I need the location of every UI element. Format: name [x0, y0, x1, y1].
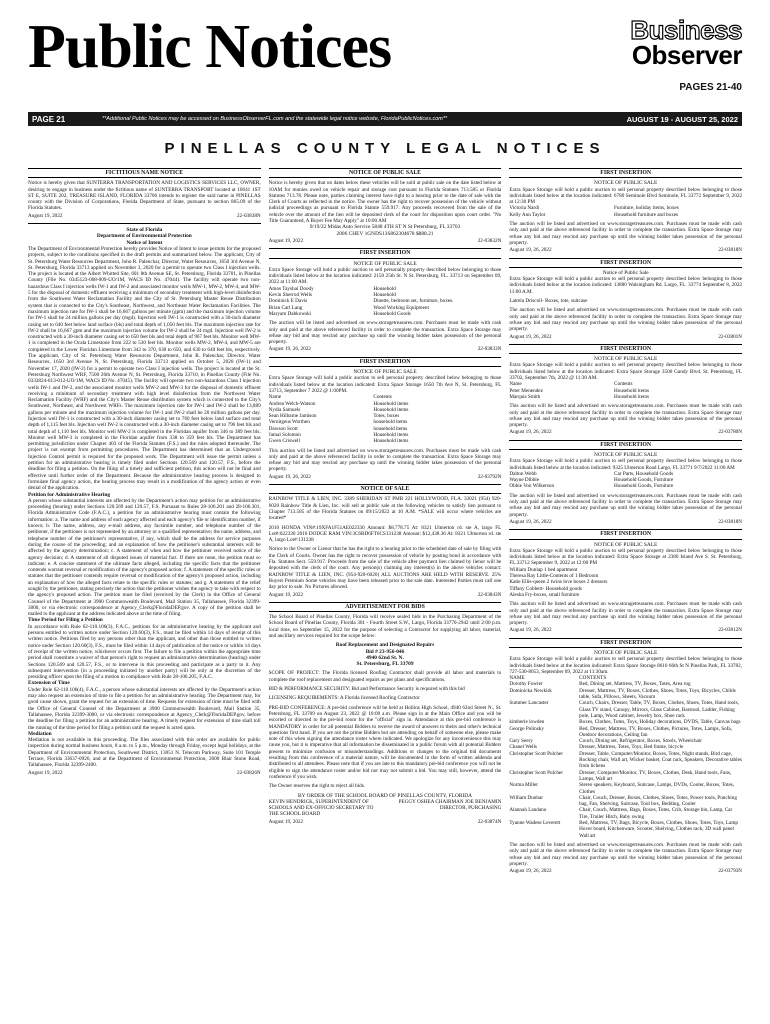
- notice-id: 22-03826N: [237, 769, 261, 776]
- item-contents: Household items: [373, 406, 409, 413]
- item-name: Andrea Welch-Watson: [268, 400, 316, 407]
- item-name: Victoria Nardi: [509, 205, 540, 212]
- item-contents: Bed, Mattress, TV, Bags, Bicycle, Boxes, Clothes, Shoes, Totes, Toys, Lamp Hover board, Kitchenware, Scooter, Shelving, Clothes rack, 3D wall panel Wall art: [579, 820, 738, 839]
- notice-heading: FIRST INSERTION: [269, 248, 502, 258]
- item-name: Christopher Scott Pulcher: [509, 769, 563, 776]
- item-contents: Household items: [614, 387, 650, 394]
- notice-body: The auction will be listed and advertised on www.storagetreasures.com. Purchases must be made with cash only and paid at the above referenced facility in order to complete the transaction. Extra Space Storage may refuse any bid and may rescind any purchase up until the winning bidder takes possession of the personal property.: [509, 221, 743, 246]
- website-note: **Additional Public Notices may be accessed on BusinessObserverFL.com and the statewide legal notice website, FloridaPublicNotices.com**: [102, 116, 448, 122]
- notice-heading: NOTICE OF PUBLIC SALE: [269, 168, 502, 178]
- item-name: Peter Menendez: [509, 387, 543, 394]
- notice-body: 2010 HONDA VIN#:19XFA1F51AE022330 Amount: $8,778.75 At: 8321 Ulmerton rd. ste A, largo FL Lot#:022330 2016 DODGE RAM VIN:3C6RD6FT6CS131238 Amount: $12,438.36 At: 8321 Ulmerton rd. ste A, largo Lot#:131238: [268, 524, 502, 544]
- notice-date: August 19, 26, 2022: [509, 627, 552, 634]
- notice-date: August 19, 26, 2022: [509, 518, 552, 525]
- item-name: Brian Carl Lang: [268, 304, 303, 311]
- notice-body: Extra Space Storage will hold a public auction to sell personally property described below belonging to those individuals listed below at the location indicated: 2150 25th St. N St. Petersburg, FL. 33713 on September 09, 2022 at 11:00 AM.: [268, 266, 502, 286]
- item-name: Wayne Dibble: [509, 477, 540, 484]
- notice-footer: [28, 770, 261, 776]
- notice-line: 2006 CHEV 1GNDS13S862304678 $888.21: [336, 230, 434, 237]
- notice-heading: FIRST INSERTION: [509, 344, 742, 354]
- signature-left: KEVIN HENDRICK, SUPERINTENDENT OF SCHOOLS AND EX-OFFICIO SECRETARY TO THE SCHOOL BOARD: [268, 798, 374, 818]
- notice-body: The auction will be listed and advertised on www.storagetreasures.com. Purchases must be made with cash only and paid at the above referenced facility in order to complete the transaction. Extra Space Storage may refuse any bid and may rescind any purchase up until the winning bidder takes possession of the personal property.: [268, 320, 502, 346]
- item-name: William Dunbar: [509, 794, 543, 801]
- items-list: [269, 286, 502, 317]
- item-contents: Household furniture and boxes: [614, 211, 679, 218]
- notice-body: The auction will be listed and advertised on www.storagetreasures.com. Purchases must be made with cash only and paid at the above referenced facility in order to complete the transaction. Extra Space Storage may refuse any bid and may rescind any purchase up until the winning bidder takes possession of the personal property.: [509, 841, 743, 867]
- notice-subheading: NOTICE OF PUBLIC SALE: [353, 260, 417, 267]
- notice-footer: [509, 519, 742, 525]
- notice-body: Extra Space Storage will hold a public auction to sell personal property described below belonging to those individuals listed below at the location indicated: 9325 Ulmerton Road Largo, FL 33771 9/7/2022 11:00 AM: [509, 458, 743, 471]
- item-contents: CONTENTS: [579, 675, 607, 682]
- masthead: [28, 13, 742, 93]
- column-3: [509, 168, 742, 1018]
- item-contents: Dresser, Computer/Monitor, TV, Boxes, Clothes, Desk, Hand tools, Fans, Lamps, Wall art: [579, 769, 732, 782]
- item-contents: Dinette, bedroom set, furniture, boxes.: [373, 298, 454, 305]
- item-contents: Furniture, holiday items, boxes: [614, 205, 679, 212]
- notice-body: A person whose substantial interests are affected by the Department's action may petition for an administrative proceeding (hearing) under Sections 120.569 and 120.57, F.S. Pursuant to Rules 28-106.201 and 28-106.301, Florida Administrative Code (F.A.C.), a petition for an administrative hearing must contain the following information: a. The name and address of each agency affected and each agency's file or identification number, if known; b. The name, address, any e-mail address, any facsimile number, and telephone number of the petitioner, if the petitioner is not represented by an attorney or a qualified representative; the name, address, and telephone number of the petitioner's representative, if any, which shall be the address for service purposes during the course of the proceeding; and an explanation of how the petitioner's substantial interests will be affected by the agency determination; c. A statement of when and how the petitioner received notice of the agency decision; d. A statement of all disputed issues of material fact. If there are none, the petition must so indicate; e. A concise statement of the ultimate facts alleged, including the specific facts that the petitioner contends warrant reversal or modification of the agency's proposed action; f. A statement of the specific rules or statutes that the petitioner contends require reversal or modification of the agency's proposed action, including an explanation of how the alleged facts relate to the specific rules or statutes; and g. A statement of the relief sought by the petitioner, stating precisely the action that the petitioner wishes the agency to take with respect to the agency's proposed action. The petition must be filed (received by the Clerk) in the Office of General Counsel of the Department at 3900 Commonwealth Boulevard, Mail Station 35, Tallahassee, Florida 32399-3000, or via electronic correspondence at Agency_Clerk@FloridaDEP.gov. A copy of the petition shall be mailed to the applicant at the address indicated above at the time of filing.: [28, 497, 261, 618]
- items-list: [509, 675, 742, 839]
- notice-body: Extra Space Storage will hold a public auction to sell personal property described below belonging to those individuals listed below at the location indicated: Extra Space Storage 1650 7th Ave N, St. Petersburg, FL 33713, September 7 2022 @ 1:00PM.: [268, 375, 502, 394]
- bid-title: Roof Replacement and Designated Repairs: [335, 642, 435, 649]
- item-name: Jamal Solomon: [268, 431, 301, 438]
- notice-body: In accordance with Rule 62-110.106(3), F.A.C., petitions for an administrative hearing by the applicant and persons entitled to written notice under Section 120.60(3), F.S., must be filed within 14 days of receipt of this written notice. Petitions filed by any persons other than the applicant, and other than those entitled to written notice under Section 120.60(3), F.S., must be filed within 14 days of publication of the notice or within 14 days of receipt of the written notice, whichever occurs first. The failure to file a petition within the appropriate time period shall constitute a waiver of that person's right to request an administrative determination (hearing) under Sections 120.569 and 120.57, F.S., or to intervene in this proceeding and participate as a party to it. Any subsequent intervention (in a proceeding initiated by another party) will be only at the discretion of the presiding officer upon the filing of a motion in compliance with Rule 28-106.205, F.A.C.: [28, 623, 261, 681]
- item-contents: Chair, Couch, Dresser, Boxes, Clothes, Shoes, Totes, Power tools, Punching bag, Fan, Shelving, Suitcase, Tool box, Bedding, Cooler: [579, 794, 737, 808]
- notice-body: This auction will be listed and advertised on www.storagetreasures.com. Purchases must be made with cash only and paid at the above referenced facility in order to complete the transaction. Extra Space Storage may refuse any bid and may rescind any purchase up until the winning bidder takes possession of the personal property.: [509, 403, 743, 429]
- page-range: PAGES 21-40: [679, 82, 742, 93]
- notice-subheading: NOTICE OF PUBLIC SALE: [594, 650, 658, 656]
- notice-body: PRE-BID CONFERENCE: A pre-bid conference will be held at Hollins High School, 4940 62nd Street N., St. Petersburg, FL 33709 on August 23, 2022 @ 10:00 a.m. Please sign in at the Main Office and you will be escorted or directed to the pre-bid room for the "official" sign in. Attendance at this pre-bid conference is MANDATORY in order for all potential Bidders to receive the award of answers to theirs and other's technical questions first hand. If you are not the prime Bidders but are attending on behalf of someone else, please make note of this when signing the attendance roster where indicated. We apologize for any inconvenience this may cause you, but it is imperative that all information be disseminated in a public forum with all potential Bidders present to minimize confusion or misunderstandings. Additions or changes to the original bid documents resulting from this conference of a material nature, will be documented in the form of written addenda and distributed to all attendees. Please note that if you are late to this mandatory pre-bid conference you will not be eligible to sign the attendance roster and/or bid nor may not submit a bid. You may still, however, attend the conference if you wish.: [268, 704, 502, 780]
- notice-body: The School Board of Pinellas County, Florida will receive sealed bids in the Purchasing Department of the School Board of Pinellas County, Florida 301 - Fourth Street S.W., Largo, Florida 33770-2942 until 2:00 p.m. local time, on September 15, 2022 for the purpose of selecting a Contractor for supplying all labor, material, and ancillary services required for the scope below:: [268, 614, 502, 639]
- page-title: Public Notices: [28, 13, 392, 81]
- notice-footer: [269, 238, 502, 244]
- notice-id: 22-03780N: [718, 429, 743, 436]
- notice-columns: [28, 168, 742, 1018]
- notice-line: BY ORDER OF THE SCHOOL BOARD OF PINELLAS COUNTY, FLORIDA: [298, 792, 473, 799]
- notice-date: August 19, 26, 2022: [509, 429, 552, 436]
- item-name: Sean Hilbarne Jamison: [268, 413, 317, 420]
- notice-body: SCOPE OF PROJECT: The Florida licensed Roofing Contractor shall provide all labor and materials to complete the roof replacement and designated repairs as per plans and specifications.: [268, 670, 502, 683]
- notice-body: The Department of Environmental Protection hereby provides Notice of Intent to issue permits for the proposed projects, subject to the conditions specified in the draft permits and summarized below. The applicant, City of St. Petersburg Water Resources Department, John R. Palenchar, Director, Water Resources, 1650 3rd Avenue N, St. Petersburg, Florida 33713 applied on November 3, 2020 for a permit to operate two Class I injection wells. The project is located at the Albert Whitted Site, 601 8th Avenue SE, St. Petersburg, Florida 33701, in Pinellas County (File No. 0345123-008-009-UO/1M, WACS ID No. 47044). The facility will operate two non-hazardous Class I injection wells IW-1 and IW-2 and associated monitor wells MW-1, MW-2, MW-4, and MW-5 for the disposal of domestic effluent receiving a minimum of secondary treatment with high-level disinfection from the Southwest Water Reclamation Facility and the City of St. Petersburg Master Reuse Distribution system that is connected to the City's Southeast, Northwest, and Northeast Water Reclamation Facilities. The maximum injection rate for IW-1 shall be 16,667 gallons per minute (gpm) and the maximum injection volume for IW-1 shall be 24 million gallons per day (mgd). Injection well IW-1 is constructed with a 30-inch diameter casing set to 640 feet below land surface (bls) and total depth of 1,050 feet bls. The maximum injection rate for IW-2 shall be 16,667 gpm and the maximum injection volume for IW-2 shall be 24 mgd. Injection well IW-2 is constructed with a 30-inch diameter casing set to 650 feet bls and total depth of 967 feet bls. Monitor well MW-1 is completed in the Ocala Limestone from 222 to 530 feet bls. Monitor wells MW-2, MW-4, and MW-5 are completed in the Lower Floridan Limestone from 342 to 370, 630 to 650, and 630 to 640 feet bls, respectively. The applicant, City of St. Petersburg Water Resources Department, John R. Palenchar, Director, Water Resources, 1650 3rd Avenue N, St. Petersburg, Florida 33713 applied on October 5, 2020 (IW-1) and November 17, 2020 (IW-2) for a permit to operate two Class I injection wells. The project is located at the St. Petersburg Northwest WRF, 7500 26th Avenue N, St. Petersburg, Florida 33710, in Pinellas County (File No. 0333824-013-012-UO/1M, WACS ID No. 47045). The facility will operate two non-hazardous Class I injection wells IW-1 and IW-2, and the associated monitor wells MW-2 and MW-3 for the disposal of domestic effluent receiving a minimum of secondary treatment with high level disinfection from the Northwest Water Reclamation Facility (WRF) and the City's Master Reuse distribution system which is connected to the City's Southwest, Northeast, and Northwest WRFs. The maximum injection rate for IW-1 and IW-2 shall be 13,889 gallons per minute and the maximum injection volume for IW-1 and IW-2 shall be 20 million gallons per day. Injection well IW-1 is constructed with a 30-inch diameter casing set to 760 feet below land surface and total depth of 1,115 feet bls. Injection well IW-2 is constructed with a 30-inch diameter casing set to 796 feet bls and total depth of 1,110 feet bls. Monitor well MW-2 is completed in the Floridan aquifer from 346 to 389 feet bls. Monitor well MW-3 is completed in the Floridan aquifer from 338 to 359 feet bls. The Department has permitting jurisdiction under Chapter 403 of the Florida Statutes (F.S.) and the rules adopted thereunder. The project is not exempt from permitting procedures. The Department has determined that an Underground Injection Control permit is required for the proposed work. The Department will issue the permit unless a petition for an administrative hearing is timely filed under Sections 120.569 and 120.57, F.S., before the deadline for filing a petition. On the filing of a timely and sufficient petition, this action will not be final and effective until further order of the Department. Because the administrative hearing process is designed to formulate final agency action, the hearing process may result in a modification of the agency action or even denial of the application.: [28, 245, 261, 492]
- notice-body: This auction will be listed and advertised on www.storagetreasures.com. Purchases must be made with cash only and paid at the above referenced facility in order to complete the transaction. Extra Space Storage may refuse any bid and may rescind any purchase up until the winning bidder takes possession of the personal property.: [509, 601, 743, 627]
- item-name: Dalton Webb: [509, 470, 537, 477]
- item-name: kimberle lowden: [509, 719, 545, 726]
- notice-id: 22-03833N: [477, 346, 502, 353]
- divider: [28, 223, 261, 224]
- item-name: Tyanne Wadese Leverett: [509, 820, 561, 827]
- item-contents: Household Goods, Furniture: [614, 477, 674, 484]
- notice-date: August 19, 26, 2022: [268, 346, 311, 353]
- notice-subheading: Extension of Time: [28, 680, 70, 687]
- notice-body: The auction will be listed and advertised on www.storagetreasures.com. Purchases must be made with cash only and paid at the above referenced facility in order to complete the transaction. Extra Space Storage may refuse any bid and may rescind any purchase up until the winning bidder takes possession of the personal property.: [509, 492, 743, 518]
- notice-body: The Owner reserves the right to reject all bids.: [268, 783, 366, 790]
- notice-footer: [269, 346, 502, 352]
- item-contents: Household items: [373, 400, 409, 407]
- notice-body: This auction will be listed and advertised on www.storagetreasures.com. Purchases must be made with cash only and paid at the above referenced facility in order to complete the transaction. Extra Space Storage may refuse any bid and may rescind any purchase up until the winning bidder takes possession of the personal property.: [268, 447, 502, 473]
- notice-date: August 19, 2022: [28, 212, 63, 219]
- items-list: [509, 471, 742, 490]
- notice-heading: State of Florida: [126, 227, 163, 234]
- notice-id: 22-03801N: [718, 333, 743, 340]
- item-contents: Dresser, Mattress, TV, Boxes, Clothes, Shoes, Totes, Toys, Bicycles, Childs table, Sofa, Pillows, Sheets, Vacuum: [579, 687, 736, 701]
- notice-footer: [269, 819, 502, 825]
- notice-heading: FIRST INSERTION: [509, 529, 742, 539]
- item-contents: Bed, Dresser, Mattress, TV, Boxes, Clothes, Pictures, Totes, Lamps, Sofa, Outdoor decorations, Ceiling fan: [579, 725, 733, 738]
- item-contents: Totes, boxes: [373, 413, 400, 420]
- item-name: NAME: [509, 675, 525, 682]
- item-name: Vernitgeus Worthen: [268, 419, 310, 426]
- item-contents: Household items: [373, 438, 409, 445]
- item-contents: Household: [373, 285, 396, 292]
- item-contents: Household items: [614, 393, 650, 400]
- notice-footer: [509, 247, 742, 253]
- notice-body: Extra Space Storage will hold a public auction to sell personal property described below belonging to those individuals listed below at the location indicated: 13880 Walsingham Rd. Largo, FL. 33774 September 8, 2022 11:00 A.M.: [509, 276, 743, 295]
- item-name: Dorothy Fowler: [509, 681, 543, 688]
- notice-subheading: Petition for Administrative Hearing: [28, 491, 111, 498]
- bid-city: St. Petersburg, FL 33709: [356, 661, 414, 668]
- item-contents: Chair, Couch, Mattress, Bags, Boxes, Totes, Crib, Storage bin, Lamp, Car Tire, Trailer Hitch, Baby swing: [579, 807, 733, 820]
- notice-heading: NOTICE OF SALE: [269, 484, 502, 494]
- notice-body: Extra Space Storage will hold a public auction to sell personal property described below belonging to those individuals listed below at the location indicated: Extra Space Storage at 2380 Island Ave S. St. Petersburg, FL.33712 September 9, 2022 at 12:00 PM: [509, 547, 743, 567]
- section-title: PINELLAS COUNTY LEGAL NOTICES: [164, 140, 606, 157]
- notice-body: Notice is hereby given that SUNTERRA TRANSPORTATION AND LOGISTICS SERVICES LLC, OWNER, desiring to engage in business under the fictitious name of SUNTERRA TRANSPORT located at 10641 1ST ST E, SUITE 202, TREASURE ISLAND, FLORIDA 33706 intends to register the said name in PINELLAS county with the Division of Corporations, Florida Department of State, pursuant to section 865.09 of the Florida Statutes.: [28, 180, 261, 212]
- item-contents: Dresser, Mattress, Totes, Toys, Bed frame, bicycle: [579, 744, 684, 751]
- item-contents: Household items: [373, 431, 409, 438]
- notice-body: Notice is hereby given that on dates below these vehicles will be sold at public sale on the date listed below at 10AM for monies owed on vehicle repair and storage cost pursuant to Florida Statutes 713.585 or Florida Statutes 713.78. Please note, parties claiming interest have right to a hearing prior to the date of sale with the Clerk of Courts as reflected in the notice. The owner has the right to recover possession of the vehicle without judicial proceedings as pursuant to Florida Statute 559.917. Any proceeds recovered from the sale of the vehicle over the amount of the lien will be deposited clerk of the court for disposition upon court order. "No Title Guaranteed, A Buyer Fee May Apply" at 10:00 AM: [268, 180, 502, 225]
- publication-logo[interactable]: [630, 15, 742, 70]
- item-name: Dawson Scott: [268, 425, 298, 432]
- notice-footer: [509, 429, 742, 435]
- notice-id: 22-03818N: [718, 518, 743, 525]
- notice-heading: FICTITIOUS NAME NOTICE: [28, 168, 261, 178]
- notice-heading: ADVERTISEMENT FOR BIDS: [269, 602, 502, 612]
- item-name: Dominicka Newkirk: [509, 687, 552, 694]
- items-list: [269, 394, 502, 444]
- notice-subheading: Notice of Intent: [126, 239, 163, 246]
- notice-date: August 19, 26, 2022: [509, 333, 552, 340]
- notice-date: August 19, 2022: [268, 237, 304, 244]
- notice-subheading: NOTICE OF PUBLIC SALE: [594, 180, 658, 187]
- item-name: Maryam Dabkowski: [268, 310, 312, 317]
- notice-id: 22-03838N: [237, 212, 261, 219]
- notice-id: 22-03832N: [477, 237, 502, 244]
- notice-footer: [269, 474, 502, 480]
- notice-subheading: Notice of Public Sale: [602, 269, 649, 276]
- notice-heading: FIRST INSERTION: [509, 440, 742, 450]
- notice-body: Extra Space Storage will hold a public auction to sell personal property described below belonging to those individuals listed below at the location indicated: Extra Space Storage 8610 66th St N Pinellas Park, FL 33782, 727-530-8053, September 09, 2022 at 11:30am.: [509, 656, 743, 675]
- item-name: Marquis Smith: [509, 393, 541, 400]
- item-contents: Household: [373, 292, 396, 299]
- items-list: [509, 567, 742, 598]
- item-name: Dominick E Davis: [268, 298, 308, 305]
- notice-footer: [509, 334, 742, 340]
- list-item: William Dunlap 1 bed apartment: [509, 566, 578, 573]
- item-name: Norma Miller: [509, 782, 539, 789]
- notice-heading: FIRST INSERTION: [269, 357, 502, 367]
- item-contents: household items: [373, 419, 408, 426]
- notice-date: August 19, 26, 2022: [509, 247, 552, 254]
- notice-id: 22-03812N: [718, 627, 743, 634]
- notice-item: Latrela Driscoll- Boxes, tote, suitcase: [509, 298, 588, 305]
- notice-id: 22-03793N: [718, 868, 743, 875]
- notice-subheading: NOTICE OF PUBLIC SALE: [594, 356, 658, 363]
- notice-body: The auction will be listed and advertised on www.storagetreasures.com. Purchases must be made with cash only and paid at the above referenced facility in order to complete the transaction. Extra Space Storage may refuse any bid and may rescind any purchase up until the winning bidder takes possession of the personal property.: [509, 307, 743, 333]
- issue-date: AUGUST 19 - AUGUST 25, 2022: [626, 114, 738, 124]
- items-list: [509, 381, 742, 400]
- item-name: Christopher Scott Pulcher: [509, 750, 563, 757]
- item-contents: household items: [373, 425, 408, 432]
- item-name: Gwen Criswell: [268, 438, 300, 445]
- notice-id: 22-03818N: [718, 247, 743, 254]
- item-contents: Household Goods: [373, 310, 411, 317]
- list-item: Alesha Fry-boxes, small furniture: [509, 591, 580, 598]
- column-1: [28, 168, 261, 1018]
- item-name: Summer Lancaster: [509, 700, 549, 707]
- item-contents: Contents: [373, 394, 392, 401]
- item-contents: Couch, Chairs, Dresser, Table, TV, Boxes, Clothes, Shoes, Totes, Hand tools, Glass TV stand, Canopy, Mirrors, Glass Cabinet, Barstool, Ladder, Fishing pole, Lamp, Wood cabinet, Jewelry box, Shoe rack: [579, 700, 739, 719]
- notice-subheading: NOTICE OF PUBLIC SALE: [353, 369, 417, 376]
- notice-line: 9/19/22 Midas Auto Service 5848 4TH ST N St Petersburg, FL 33703: [309, 224, 461, 231]
- notice-heading: FIRST INSERTION: [509, 258, 742, 268]
- notice-footer: [28, 213, 261, 219]
- list-item: Tiffany Cobbert- Household goods: [509, 585, 582, 592]
- notice-date: August 19, 26, 2022: [268, 473, 311, 480]
- notice-date: August 19, 2022: [268, 591, 304, 598]
- notice-heading: FIRST INSERTION: [509, 168, 742, 178]
- item-name: Gary Seery: [509, 738, 533, 745]
- notice-body: Extra Space Storage will hold a public auction to sell personal property described below belonging to those individuals listed below at the location indicated: Extra Space Storage 3500 Gandy Blvd. St. Petersburg, FL 33702, September 7th, 2022 @ 11:30 AM.: [509, 362, 743, 382]
- logo-line-2: Observer: [631, 40, 742, 70]
- notice-id: 22-03792N: [477, 473, 502, 480]
- notice-id: 22-03843N: [477, 591, 502, 598]
- notice-footer: [509, 627, 742, 633]
- bid-number: Bid # 23-956-046: [365, 648, 405, 655]
- item-name: Chanel Wells: [509, 744, 537, 751]
- item-contents: Bed, Dining set, Mattress, TV, Boxes, Totes, Area rug: [579, 681, 691, 688]
- item-name: Obbie Von Wilkerson: [509, 483, 555, 490]
- notice-body: LICENSING REQUIREMENTS: A Florida licensed Roofing Contractor: [268, 695, 420, 702]
- notice-body: BID & PERFORMANCE SECURITY: Bid and Performance Security is required with this bid: [268, 686, 465, 693]
- notice-subheading: Time Period for Filing a Petition: [28, 617, 103, 624]
- notice-date: August 19, 26, 2022: [509, 868, 552, 875]
- item-name: Name: [509, 381, 522, 388]
- notice-date: August 19, 2022: [268, 818, 304, 825]
- notice-id: 22-03874N: [477, 818, 502, 825]
- item-name: Amos Tayshai Doody: [268, 285, 314, 292]
- list-item: Katie Ellis-queen 2 twins love boxes 2 dressers: [509, 579, 608, 586]
- item-contents: Couch, Dining set, Refrigerator, Boxes, Stools, Wheelchair: [579, 738, 703, 745]
- notice-body: RAINBOW TITLE & LIEN, INC. 3389 SHERIDAN ST PMB 221 HOLLYWOOD, FLA. 33021 (954) 920-6020 Rainbow Title & Lien, Inc. will sell at public sale at the following vehicles to satisfy lien pursuant to Chapter 713.585 of the Florida Statutes on 09/15/2022 at 10 A.M. *SALE will occur where vehicles are located*: [268, 496, 502, 522]
- item-name: Nydia Samuels: [268, 406, 301, 413]
- item-contents: Boxes, Clothes, Totes, Toys, Holiday decorations, DVDS, Table, Canvas bags: [579, 719, 741, 726]
- list-item: Theresa Ray Little-Contents of 1 Bedroom: [509, 573, 599, 580]
- signature-right: PEGGY OSHEA CHAIRMAN JOE BENJAMIN DIRECTOR, PURCHASING: [398, 798, 502, 812]
- item-name: Kevin Sherrod Wells: [268, 292, 312, 299]
- notice-date: August 19, 2022: [28, 769, 63, 776]
- notice-footer: [269, 592, 502, 598]
- notice-subheading: NOTICE OF PUBLIC SALE: [594, 451, 658, 458]
- item-name: Name: [268, 394, 282, 401]
- item-contents: Stereo speakers, Keyboard, Suitcase, Lamps, DVDs, Cooler, Boxes, Totes, Clothes: [579, 782, 735, 795]
- notice-footer: [509, 868, 742, 874]
- notice-subheading: Department of Environmental Protection: [96, 233, 192, 240]
- bid-address: 4940 62nd St. N.: [366, 654, 404, 661]
- item-name: Alannah Landano: [509, 807, 547, 814]
- column-2: [269, 168, 502, 1018]
- items-list: [509, 205, 742, 218]
- item-contents: Contents: [614, 381, 633, 388]
- item-name: Kelly Ann Taylor: [509, 211, 546, 218]
- item-contents: Wood Working Equipment: [373, 304, 429, 311]
- notice-subheading: Mediation: [28, 730, 52, 737]
- notice-body: Under Rule 62-110.106(4), F.A.C., a person whose substantial interests are affected by the Department's action may also request an extension of time to file a petition for an administrative hearing. The Department may, for good cause shown, grant the request for an extension of time. Requests for extension of time must be filed with the Office of General Counsel of the Department at 3900 Commonwealth Boulevard, Mail Station 35, Tallahassee, Florida 32399-3000, or via electronic correspondence at Agency_Clerk@FloridaDEP.gov, before the deadline for filing a petition for an administrative hearing. A timely request for extension of time shall toll the running of the time period for filing a petition until the request is acted upon.: [28, 686, 261, 731]
- notice-body: Extra Space Storage will hold a public auction to sell personal property described below belonging to those individuals listed below at the location indicated: 6780 Seminole Blvd Seminole, FL 33772 September 9, 2022 at 12:30 PM: [509, 186, 743, 206]
- signature-block: [269, 799, 502, 818]
- logo-line-1: Business: [630, 15, 742, 45]
- notice-body: Mediation is not available in this proceeding. The files associated with this order are available for public inspection during normal business hours, 8 a.m. to 5 p.m., Monday through Friday, except legal holidays, at the Department of Environmental Protection, Southwest District, 13051 N. Telecom Parkway, Suite 101 Temple Terrace, Florida 33637-0926, and at the Department of Environmental Protection, 2600 Blair Stone Road, Tallahassee, Florida 32399-2400.: [28, 737, 261, 769]
- notice-body: Notice to the Owner or Lienor that he has the right to a hearing prior to the scheduled date of sale by filing with the Clerk of Courts. Owner has the right to recover possession of vehicle by posting bond in accordance with Fla. Statutes Sect. 559.917. Proceeds from the sale of the vehicle after payment lien claimed by lienor will be deposited with the clerk of the court. Any person(s) claiming any interest(s) in the above vehicles contact: RAINBOW TITLE & LIEN, INC. (954-920-6020) ALL AUCTIONS ARE HELD WITH RESERVE. 25% Buyers Premium Some vehicles may have been released prior to the sale date. Interested Parties must call one day prior to sale. No Pictures allowed.: [268, 546, 502, 591]
- item-contents: Household Goods, Furniture: [614, 483, 674, 490]
- item-contents: Dresser, Table, Computer/Monitor, Boxes, Totes, Night stands, Bird cage, Rocking chair, Wall art, Wicker basket, Coat rack, Speakers, Decorative tables from lichens: [579, 750, 742, 770]
- item-contents: Car Parts, Household Goods: [614, 470, 674, 477]
- page-number: PAGE 21: [32, 114, 66, 124]
- info-bar: [28, 112, 742, 126]
- item-name: George Polinsky: [509, 725, 544, 732]
- notice-heading: FIRST INSERTION: [509, 638, 742, 648]
- notice-subheading: NOTICE OF PUBLIC SALE: [594, 541, 658, 548]
